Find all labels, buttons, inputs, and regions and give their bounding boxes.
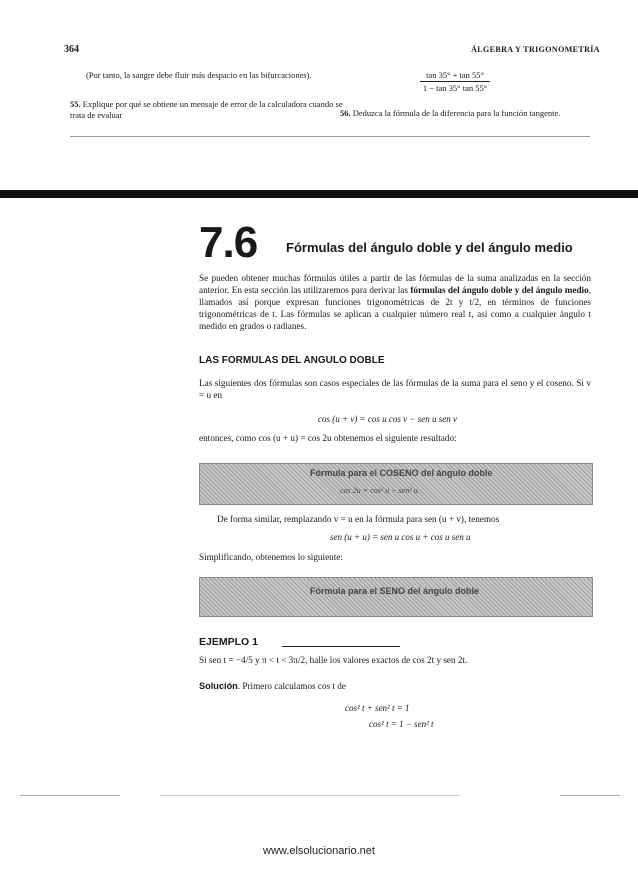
page-number: 364 <box>64 44 79 55</box>
previous-exercise-text: (Por tanto, la sangre debe fluir más despacio en las bifurcaciones). <box>86 70 312 80</box>
example-rule <box>282 646 400 647</box>
example-label: EJEMPLO 1 <box>199 636 258 648</box>
solution-label: Solución <box>199 681 238 691</box>
subsection-title: LAS FORMULAS DEL ANGULO DOBLE <box>199 355 385 366</box>
paragraph-2: entonces, como cos (u + u) = cos 2u obtenemos el siguiente resultado: <box>199 433 457 443</box>
exercise-56-number: 56. <box>340 108 351 118</box>
scan-artifact-line <box>160 795 460 796</box>
exercise-56-text: Deduzca la fórmula de la diferencia para la función tangente. <box>352 108 561 118</box>
example-statement: Si sen t = −4/5 y π < t < 3π/2, halle los valores exactos de cos 2t y sen 2t. <box>199 655 468 665</box>
exercise-55-text: Explique por qué se obtiene un mensaje de error de la calculadora cuando se trata de evaluar <box>70 99 343 120</box>
intro-text-b: , llamados así porque expresan funciones trigonométricas de 2t y t/2, en términos de funciones trigonométricas de t. Las fórmulas se aplican a cualquier número real t, así como a cualquier ángulo t medido en grados o radianes. <box>199 285 592 331</box>
divider <box>70 136 590 137</box>
formula-box-sine-title: Fórmula para el SENO del ángulo doble <box>310 586 480 596</box>
intro-bold: fórmulas del ángulo doble y del ángulo medio <box>410 285 589 295</box>
formula-box-cosine-formula: cos 2u = cos² u − sen² u <box>340 486 418 495</box>
fraction-numerator: tan 35° + tan 55° <box>420 70 490 82</box>
section-title: Fórmulas del ángulo doble y del ángulo medio <box>286 240 573 255</box>
equation-sen-sum: sen (u + u) = sen u cos u + cos u sen u <box>330 532 471 542</box>
equation-cos-squared: cos² t = 1 − sen² t <box>369 719 434 729</box>
intro-paragraph <box>199 272 591 332</box>
exercise-56 <box>340 108 600 119</box>
paragraph-4: Simplificando, obtenemos lo siguiente: <box>199 552 343 562</box>
section-bar <box>0 190 638 198</box>
formula-box-sine <box>199 577 593 617</box>
paragraph-3: De forma similar, remplazando v = u en la fórmula para sen (u + v), tenemos <box>217 514 500 524</box>
fraction-denominator: 1 − tan 35° tan 55° <box>422 83 488 93</box>
exercise-55 <box>70 99 355 121</box>
footer-url[interactable]: www.elsolucionario.net <box>263 845 375 857</box>
equation-identity: cos² t + sen² t = 1 <box>345 703 410 713</box>
intro-text-a: Se pueden obtener muchas fórmulas útiles a partir de las fórmulas de la suma analizadas en la sección anterior. En esta sección las utilizaremos para derivar las <box>199 273 591 295</box>
paragraph-1: Las siguientes dos fórmulas son casos especiales de las fórmulas de la suma para el seno y el coseno. Si v = u en <box>199 378 591 400</box>
scan-artifact-line <box>560 795 620 796</box>
formula-box-cosine <box>199 463 593 505</box>
section-number: 7.6 <box>199 218 258 267</box>
formula-box-cosine-title: Fórmula para el COSENO del ángulo doble <box>310 468 493 478</box>
tan-fraction <box>385 70 525 93</box>
running-head: ÁLGEBRA Y TRIGONOMETRÍA <box>471 45 600 54</box>
equation-cos-sum: cos (u + v) = cos u cos v − sen u sen v <box>318 414 457 424</box>
solution-line <box>199 680 591 692</box>
solution-text: . Primero calculamos cos t de <box>237 681 346 691</box>
exercise-55-number: 55. <box>70 99 81 109</box>
scan-artifact-line <box>20 795 120 796</box>
